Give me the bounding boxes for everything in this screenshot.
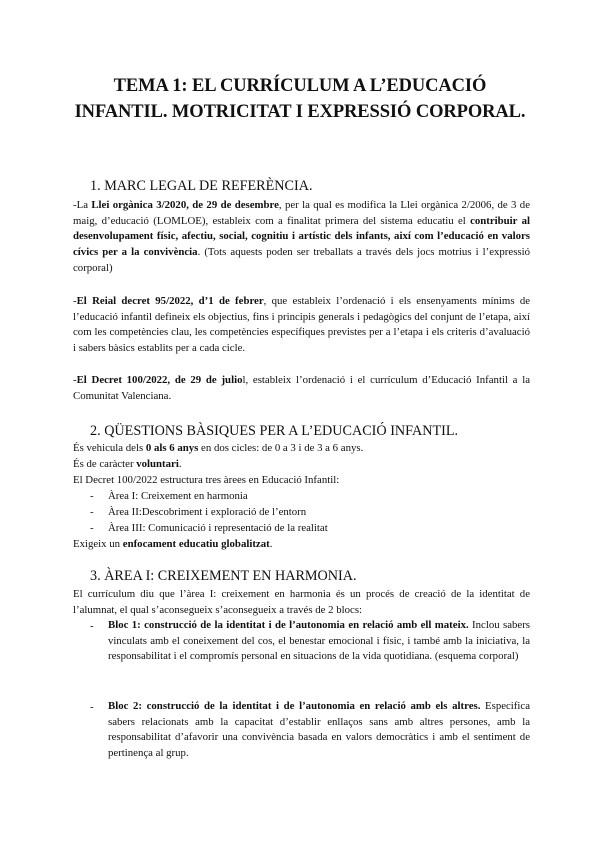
block-1-title: Bloc 1: construcció de la identitat i de l’autonomia en relació amb ell mateix. (108, 619, 469, 631)
text-run: . (Tots aquests poden ser treballats a través dels jocs motrius i l’expressió corporal) (73, 246, 530, 274)
decree-100-reference: El Decret 100/2022, de 29 de julio (76, 374, 243, 386)
list-dash: - (90, 490, 94, 502)
section-2-heading: 2. QÜESTIONS BÀSIQUES PER A L’EDUCACIÓ INFANTIL. (90, 423, 459, 439)
list-dash: - (90, 620, 94, 632)
lomloe-reference: Llei orgànica 3/2020, de 29 de desembre (91, 199, 279, 211)
areas-intro-line: El Decret 100/2022 estructura tres àrees en Educació Infantil: (73, 474, 340, 486)
section-3-heading: 3. ÀREA I: CREIXEMENT EN HARMONIA. (90, 568, 357, 584)
royal-decree-paragraph (73, 294, 530, 357)
list-dash: - (90, 506, 94, 518)
block-1-text: Inclou sabers vinculats amb el coneixement del cos, el benestar emocional i físic, i també amb la iniciativa, la responsabilitat i el compromís personal en situacions de la vida quotidiana. (esquema corporal) (108, 619, 530, 663)
document-title: TEMA 1: EL CURRÍCULUM A L’EDUCACIÓ INFANTIL. MOTRICITAT I EXPRESSIÓ CORPORAL. (74, 76, 526, 122)
age-range-line (73, 441, 363, 456)
block-1-item (108, 618, 530, 665)
text-run: - (73, 295, 77, 307)
block-2-text: Especifica sabers relacionats amb la capacitat d’establir enllaços sans amb altres persones, amb la responsabilitat d’afavorir una convivència basada en valors democràtics i amb el sentiment de pertinença al grup. (108, 700, 530, 760)
text-run: l, estableix l’ordenació i el currículum d’Educació Infantil a la Comunitat Valenciana. (73, 374, 530, 402)
text-run: Exigeix un (73, 538, 123, 550)
text-run: És vehicula dels (73, 442, 146, 454)
text-run: -La (73, 199, 92, 211)
voluntary-line (73, 457, 182, 472)
block-2-item (108, 699, 530, 762)
text-run: És de caràcter (73, 458, 137, 470)
text-run: . (269, 538, 273, 550)
block-2-title: Bloc 2: construcció de la identitat i de l’autonomia en relació amb els altres. (108, 700, 481, 712)
lomloe-paragraph (73, 198, 530, 277)
globalized-approach-line (73, 537, 272, 552)
age-range: 0 als 6 anys (145, 442, 199, 454)
royal-decree-reference: El Reial decret 95/2022, d’1 de febrer (76, 295, 264, 307)
area-item: Àrea I: Creixement en harmonia (108, 490, 248, 502)
text-run: - (73, 374, 77, 386)
decree-100-paragraph (73, 373, 530, 404)
text-run: . (178, 458, 182, 470)
globalized-approach: enfocament educatiu globalitzat (122, 538, 270, 550)
text-run: , per la qual es modifica la Llei orgànica 2/2006, de 3 de maig, d’educació (LOMLOE), estableix com a finalitat primera del sistema educatiu el (73, 199, 530, 227)
area-item: Àrea III: Comunicació i representació de la realitat (108, 522, 328, 534)
lomloe-purpose: contribuir al desenvolupament físic, afectiu, social, cognitiu i artístic dels infants, així com l’educació en valors cívics per a la convivència (73, 214, 530, 259)
text-run: , que estableix l’ordenació i els ensenyaments mínims de l’educació infantil defineix els objectius, fins i principis generals i pedagògics del conjunt de l’etapa, així com les competències clau, les competències específiques previstes per a l’etapa i els criteris d’avaluació i sabers bàsics establits per a cada cicle. (73, 295, 531, 355)
list-dash: - (90, 701, 94, 713)
list-dash: - (90, 522, 94, 534)
text-run: en dos cicles: de 0 a 3 i de 3 a 6 anys. (198, 442, 364, 454)
voluntary-label: voluntari (136, 458, 179, 470)
section-1-heading: 1. MARC LEGAL DE REFERÈNCIA. (90, 178, 313, 194)
area-1-intro: El currículum diu que l’àrea I: creixement en harmonia és un procés de creació de la identitat de l’alumnat, el qual s’aconsegueix s’aconsegueix a través de 2 blocs: (73, 588, 530, 616)
area-item: Àrea II:Descobriment i exploració de l’entorn (108, 506, 307, 518)
